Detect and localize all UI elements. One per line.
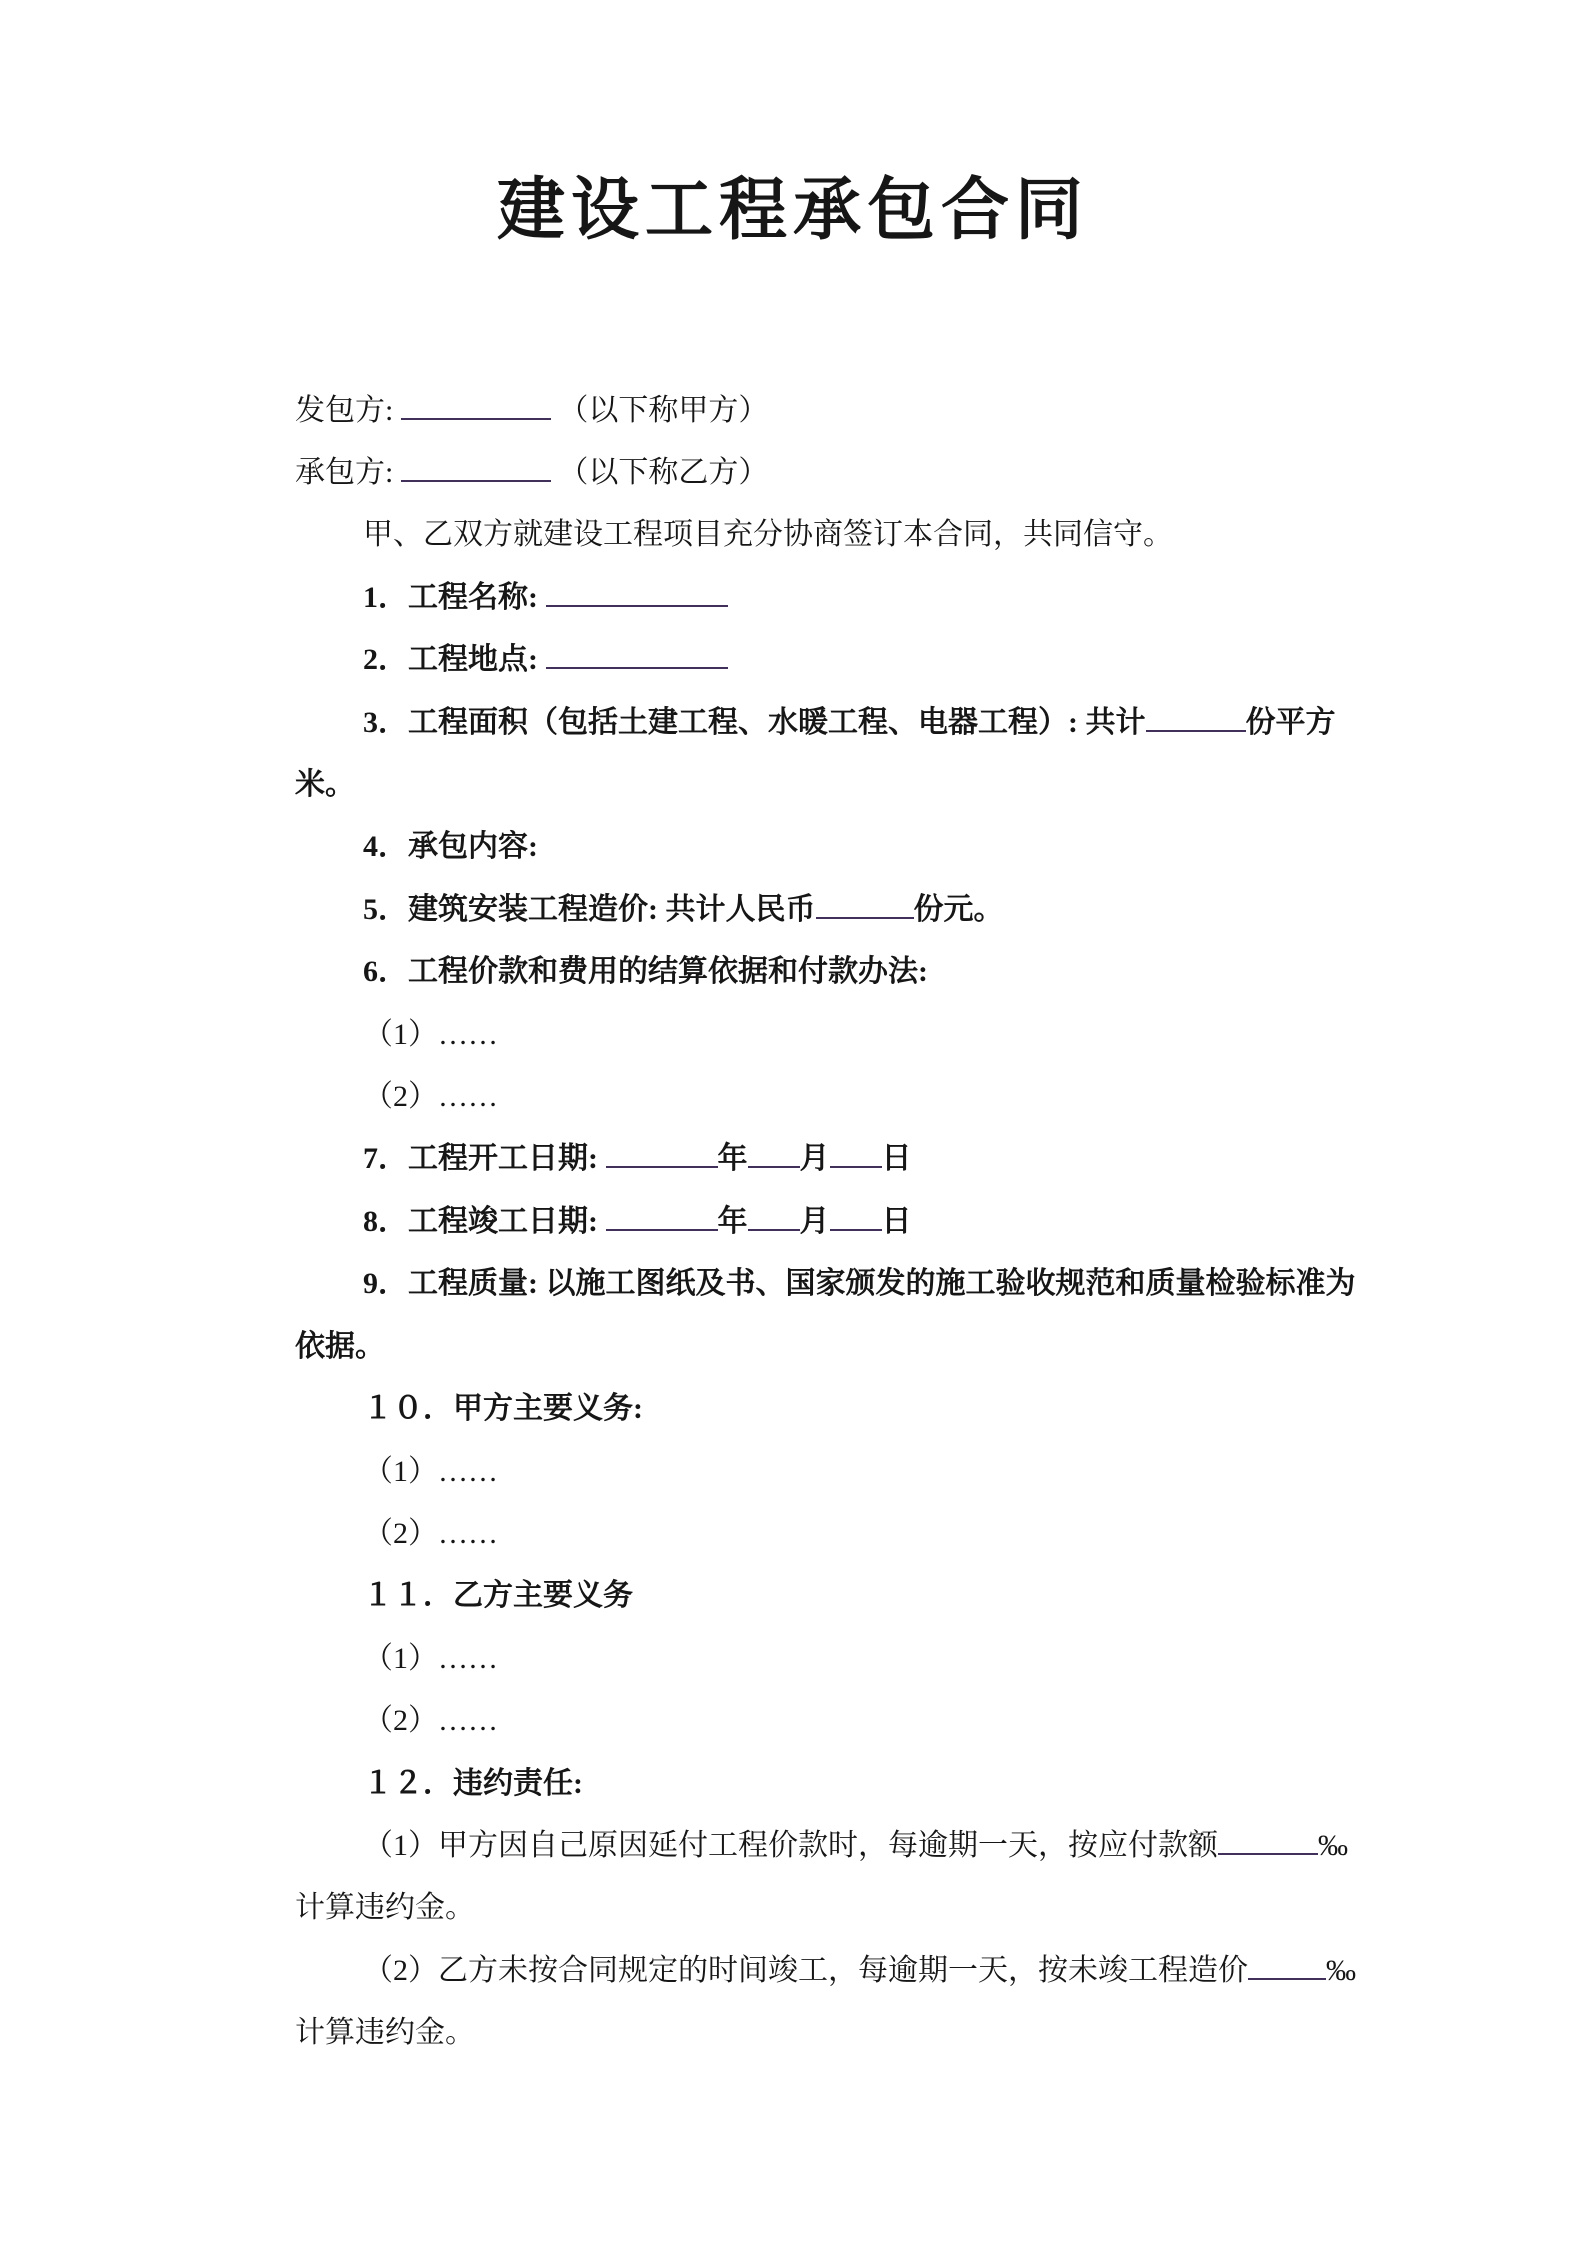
fill-in-blank [830, 1138, 882, 1169]
contract-line [295, 1316, 1426, 1378]
text-run: 7．工程开工日期: [363, 1142, 606, 1176]
text-run: 计算违约金。 [295, 1891, 475, 1925]
contract-line [295, 879, 1426, 941]
fill-in-blank [606, 1138, 718, 1169]
text-run: 日 [881, 1142, 912, 1176]
text-run: 6．工程价款和费用的结算依据和付款办法: [363, 955, 928, 989]
fill-in-blank [546, 576, 728, 607]
text-run: （1）…… [363, 1641, 498, 1675]
text-run: 8．工程竣工日期: [363, 1204, 606, 1238]
text-run: 米。 [295, 768, 355, 802]
contract-line [295, 1128, 1426, 1190]
text-run: （2）…… [363, 1516, 498, 1550]
fill-in-blank [546, 639, 728, 670]
contract-line [295, 1628, 1426, 1690]
text-run: １０．甲方主要义务: [363, 1392, 643, 1426]
text-run: 甲、乙双方就建设工程项目充分协商签订本合同，共同信守。 [363, 518, 1173, 552]
contract-line [295, 1004, 1426, 1066]
text-run: 年 [717, 1204, 748, 1238]
text-run: 依据。 [295, 1329, 385, 1363]
contract-line [295, 504, 1426, 566]
text-run: 2．工程地点: [363, 643, 546, 677]
contract-line [295, 1191, 1426, 1253]
fill-in-blank [816, 888, 914, 919]
text-run: 计算违约金。 [295, 2016, 475, 2050]
contract-line [295, 1441, 1426, 1503]
text-run: 承包方: [295, 456, 401, 489]
text-run: （以下称乙方） [550, 456, 769, 489]
contract-line [295, 1253, 1426, 1315]
contract-line [295, 816, 1426, 878]
text-run: （2）…… [363, 1704, 498, 1738]
text-run: 3．工程面积（包括土建工程、水暖工程、电器工程）: 共计 [363, 705, 1146, 739]
text-run: ‰ [1326, 1953, 1356, 1987]
text-run: １２．违约责任: [363, 1766, 583, 1800]
contract-line [295, 1565, 1426, 1627]
fill-in-blank [748, 1138, 800, 1169]
text-run: （2）…… [363, 1080, 498, 1114]
fill-in-blank [830, 1200, 882, 1231]
text-run: 份平方 [1245, 705, 1336, 739]
text-run: 月 [799, 1204, 830, 1238]
text-run: 4．承包内容: [363, 830, 538, 864]
text-run: （2）乙方未按合同规定的时间竣工，每逾期一天，按未竣工程造价 [363, 1953, 1248, 1987]
fill-in-blank [606, 1200, 718, 1231]
fill-in-blank [1146, 701, 1246, 732]
text-run: 年 [717, 1142, 748, 1176]
text-run: （1）甲方因自己原因延付工程价款时，每逾期一天，按应付款额 [363, 1828, 1218, 1862]
contract-line [295, 941, 1426, 1003]
contract-line [295, 1877, 1426, 1939]
text-run: （以下称甲方） [550, 393, 769, 427]
fill-in-blank [1248, 1949, 1326, 1980]
text-run: 份元。 [913, 892, 1004, 926]
text-run: ‰ [1318, 1828, 1348, 1862]
contract-line [295, 754, 1426, 816]
text-run: 月 [799, 1142, 830, 1176]
contract-line [295, 629, 1426, 691]
contract-line [295, 380, 1426, 442]
text-run: 发包方: [295, 393, 401, 427]
contract-line [295, 1940, 1426, 2002]
fill-in-blank [748, 1200, 800, 1231]
contract-line [295, 567, 1426, 629]
contract-line [295, 442, 1426, 504]
fill-in-blank [1218, 1824, 1318, 1855]
contract-line [295, 1378, 1426, 1440]
contract-line [295, 1503, 1426, 1565]
contract-line [295, 2002, 1426, 2064]
text-run: （1）…… [363, 1454, 498, 1488]
contract-line [295, 692, 1426, 754]
text-run: 5．建筑安装工程造价: 共计人民币 [363, 892, 816, 926]
contract-body [295, 380, 1426, 2065]
contract-line [295, 1815, 1426, 1877]
fill-in-blank [401, 389, 551, 420]
text-run: 日 [881, 1204, 912, 1238]
document-title: 建设工程承包合同 [496, 172, 1089, 248]
fill-in-blank [401, 452, 551, 483]
text-run: （1）…… [363, 1017, 498, 1051]
contract-line [295, 1690, 1426, 1752]
text-run: １１．乙方主要义务 [363, 1579, 633, 1613]
text-run: 1．工程名称: [363, 580, 546, 614]
contract-line [295, 1066, 1426, 1128]
text-run: 9．工程质量: 以施工图纸及书、国家颁发的施工验收规范和质量检验标准为 [363, 1267, 1356, 1301]
contract-line [295, 1753, 1426, 1815]
